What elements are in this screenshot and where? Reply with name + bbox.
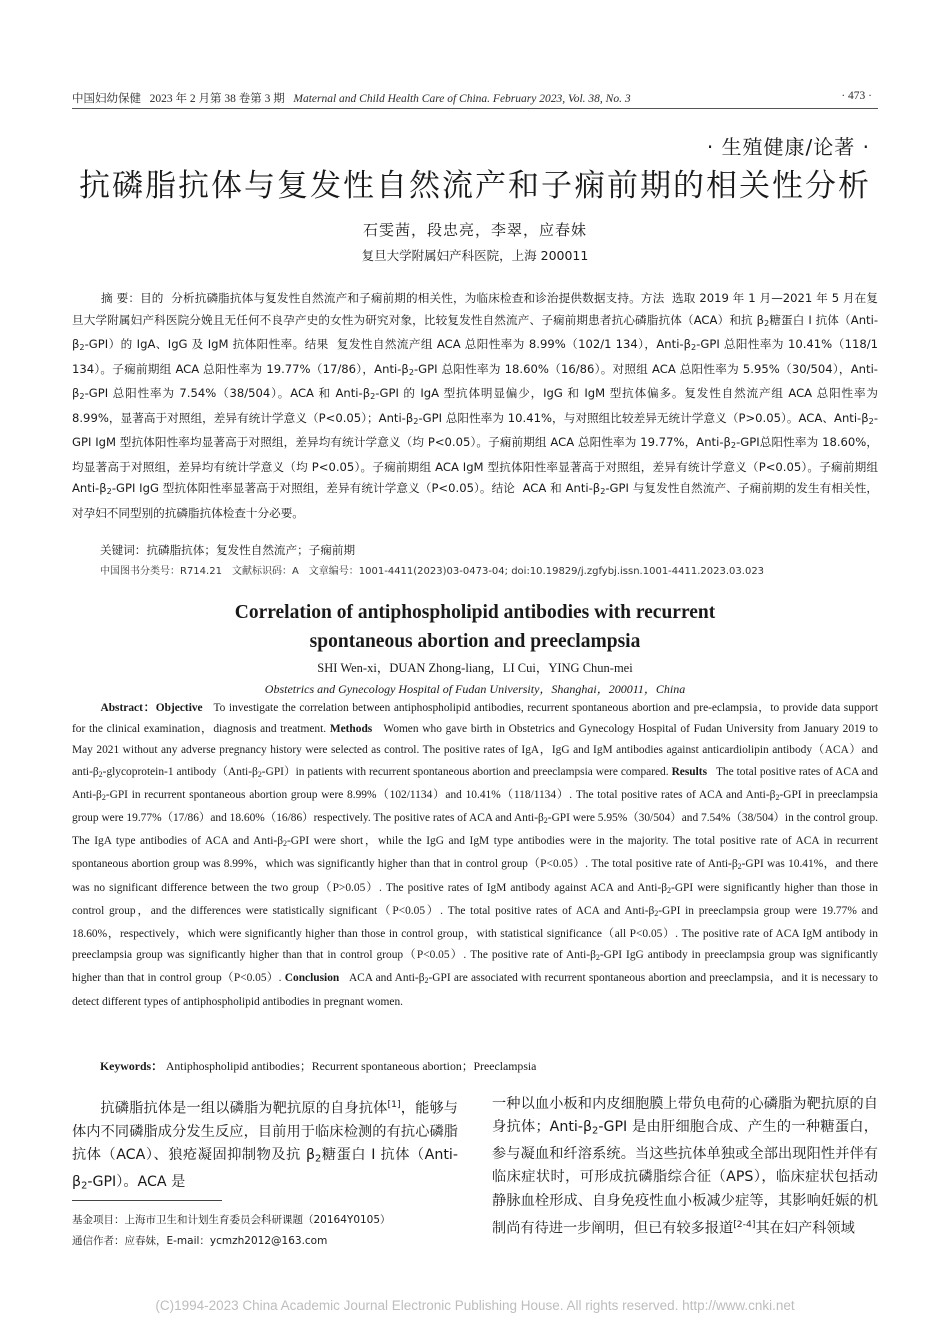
header-rule (72, 108, 878, 109)
citation-ref[interactable]: [1] (387, 1099, 401, 1110)
keywords-zh: 关键词：抗磷脂抗体；复发性自然流产；子痫前期 (100, 543, 356, 557)
abstract-zh: 摘 要：目的 分析抗磷脂抗体与复发性自然流产和子痫前期的相关性，为临床检查和诊治提供数据支持。方法 选取 2019 年 1 月—2021 年 5 月在复旦大学附属妇产科医院分娩且无任何不良孕产史的女性为研究对象，比较复发性自然流产、子痫前期患者抗心磷脂抗体（ACA）和抗 $\beta_2$糖蛋白 I 抗体$(Anti-\beta_2-GPI)$的 IgA、IgG 及 IgM 抗体阳性率。结果 复发性自然流产组 ACA 总阳性率为 8.99%（102/1 134），Anti-$\beta_2$-GPI 总阳性率为 10.41%（118/1 134）。子痫前期组 ACA 总阳性率为 19.77%（17/86），Anti-$\beta_2$-GPI 总阳性率为 18.60%（16/86）。对照组 ACA 总阳性率为 5.95%（30/504），Anti-$\beta_2$-GPI 总阳性率为 7.54%（38/504）。ACA 和 Anti-$\beta_2$-GPI 的 IgA 型抗体明显偏少，IgG 和 IgM 型抗体偏多。复发性自然流产组 ACA 总阳性率为 8.99%，显著高于对照组，差异有统计学意义（P<0.05）；Anti-$\beta_2$-GPI 总阳性率为 10.41%，与对照组比较差异无统计学意义（P>0.05）。ACA、Anti-$\beta_2$-GPI IgM 型抗体阳性率均显著高于对照组，差异均有统计学意义（均 P<0.05）。子痫前期组 ACA 总阳性率为 19.77%，Anti-$\beta_2$-GPI总阳性率为 18.60%，均显著高于对照组，差异均有统计学意义（均 P<0.05）。子痫前期组 ACA IgM 型抗体阳性率显著高于对照组，差异有统计学意义（P<0.05）。子痫前期组 Anti-$\beta_2$-GPI IgG 型抗体阳性率显著高于对照组，差异有统计学意义（P<0.05）。结论 ACA 和 Anti-$\beta_2$-GPI 与复发性自然流产、子痫前期的发生有相关性，对孕妇不同型别的抗磷脂抗体检查十分必要。 (72, 291, 878, 520)
affiliation-zh: 复旦大学附属妇产科医院，上海 200011 (361, 248, 589, 263)
journal-name-zh: 中国妇幼保健 (72, 93, 141, 105)
abstract-en: Abstract：Objective To investigate the correlation between antiphospholipid antibodies, recurrent spontaneous abortion and pre-eclampsia，to provide data support for the clinical examination，diagnosis and treatment. Methods Women who gave birth in Obstetrics and Gynecology Hospital of Fudan University from January 2019 to May 2021 without any adverse pregnancy history were selected as control. The positive rates of IgA，IgG and IgM antibodies against anticardiolipin antibody（ACA）and anti-$\beta_2-glycoprotein-1$ $antibody(Anti-\beta_2-GPI)in$ patients with recurrent spontaneous abortion and preeclampsia were compared. Results The total positive rates of ACA and Anti-$\beta_2$-GPI in recurrent spontaneous abortion group were 8.99%（102/1134）and 10.41%（118/1134）. The total positive rates of ACA and Anti-$\beta_2$-GPI in preeclampsia group were 19.77%（17/86）and 18.60%（16/86）respectively. The positive rates of ACA and Anti-$\beta_2$-GPI were 5.95%（30/504）and 7.54%（38/504）in the control group. The IgA type antibodies of ACA and Anti-$\beta_2$-GPI were short，while the IgG and IgM type antibodies were in the majority. The total positive rate of ACA in recurrent spontaneous abortion group was 8.99%，which was significantly higher than that in control group（P<0.05）. The total positive rate of Anti-$\beta_2$-GPI was 10.41%，and there was no significant difference between the two group（P>0.05）. The positive rates of IgM antibody against ACA and Anti-$\beta_2$-GPI were significantly higher than those in control group，and the differences were statistically significant（P<0.05）. The total positive rates of ACA and Anti-$\beta_2$-GPI in preeclampsia group were 19.77% and 18.60%，respectively，which were significantly higher than those in control group，with statistical significance（all P<0.05）. The positive rate of ACA IgM antibody in preeclampsia group was significantly higher than that in control group（P<0.05）. The positive rate of Anti-$\beta_2$-GPI IgG antibody in preeclampsia group was significantly higher than that in control group（P<0.05）. Conclusion ACA and Anti-$\beta_2$-GPI are associated with recurrent spontaneous abortion and preeclampsia，and it is necessary to detect different types of antiphospholipid antibodies in pregnant women. (72, 702, 879, 1008)
copyright-watermark: (C)1994-2023 China Academic Journal Electronic Publishing House. All rights reserved. http://www.cnki.net (155, 1298, 795, 1313)
footnote-rule (72, 1200, 222, 1201)
citation-ref[interactable]: [2-4] (733, 1218, 756, 1230)
journal-issue-zh: 2023 年 2 月第 38 卷第 3 期 (149, 93, 285, 105)
body-column-left: 抗磷脂抗体是一组以磷脂为靶抗原的自身抗体[1]，能够与体内不同磷脂成分发生反应，目前用于临床检测的有抗心磷脂抗体（ACA）、狼疮凝固抑制物及抗 $\beta_2$糖蛋白 I 抗体$(Anti-\beta_2-GPI)$。ACA 是 (72, 1099, 458, 1192)
keywords-en: Keywords： Antiphospholipid antibodies；Recurrent spontaneous abortion；Preeclampsia (100, 1059, 537, 1073)
column-tag: · 生殖健康/论著 · (706, 135, 870, 159)
affiliation-en: Obstetrics and Gynecology Hospital of Fudan University，Shanghai，200011，China (264, 682, 686, 696)
title-en-line-2: spontaneous abortion and preeclampsia (309, 631, 641, 652)
running-header (72, 90, 631, 106)
journal-name-en: Maternal and Child Health Care of China. February 2023, Vol. 38, No. 3 (293, 93, 631, 105)
page-number: · 473 · (841, 90, 872, 102)
corresponding-author-footnote: 通信作者：应春妹，E-mail：ycmzh2012@163.com (72, 1235, 328, 1247)
title-en (0, 598, 950, 656)
title-zh: 抗磷脂抗体与复发性自然流产和子痫前期的相关性分析 (79, 168, 871, 204)
authors-zh: 石雯茜，段忠亮，李翠，应春妹 (362, 221, 587, 239)
body-column-right: 一种以血小板和内皮细胞膜上带负电荷的心磷脂为靶抗原的自身抗体；Anti-$\beta_2$-GPI 是由肝细胞合成、产生的一种糖蛋白，参与凝血和纤溶系统。当这些抗体单独或全部出现阳性并伴有临床症状时，可形成抗磷脂综合征（APS），临床症状包括动静脉血栓形成、自身免疫性血小板减少症等，其影响妊娠的机制尚有待进一步阐明，但已有较多报道[2-4]其在妇产科领域 (492, 1096, 878, 1237)
classification-line: 中国图书分类号：R714.21 文献标识码：A 文章编号：1001-4411(2023)03-0473-04; doi:10.19829/j.zgfybj.issn.1001-4411.2023.03.023 (100, 566, 765, 577)
funding-footnote: 基金项目：上海市卫生和计划生育委员会科研课题（20164Y0105） (72, 1214, 391, 1226)
authors-en: SHI Wen-xi，DUAN Zhong-liang，LI Cui，YING Chun-mei (317, 661, 633, 675)
title-en-line-1: Correlation of antiphospholipid antibodies with recurrent (234, 602, 716, 623)
